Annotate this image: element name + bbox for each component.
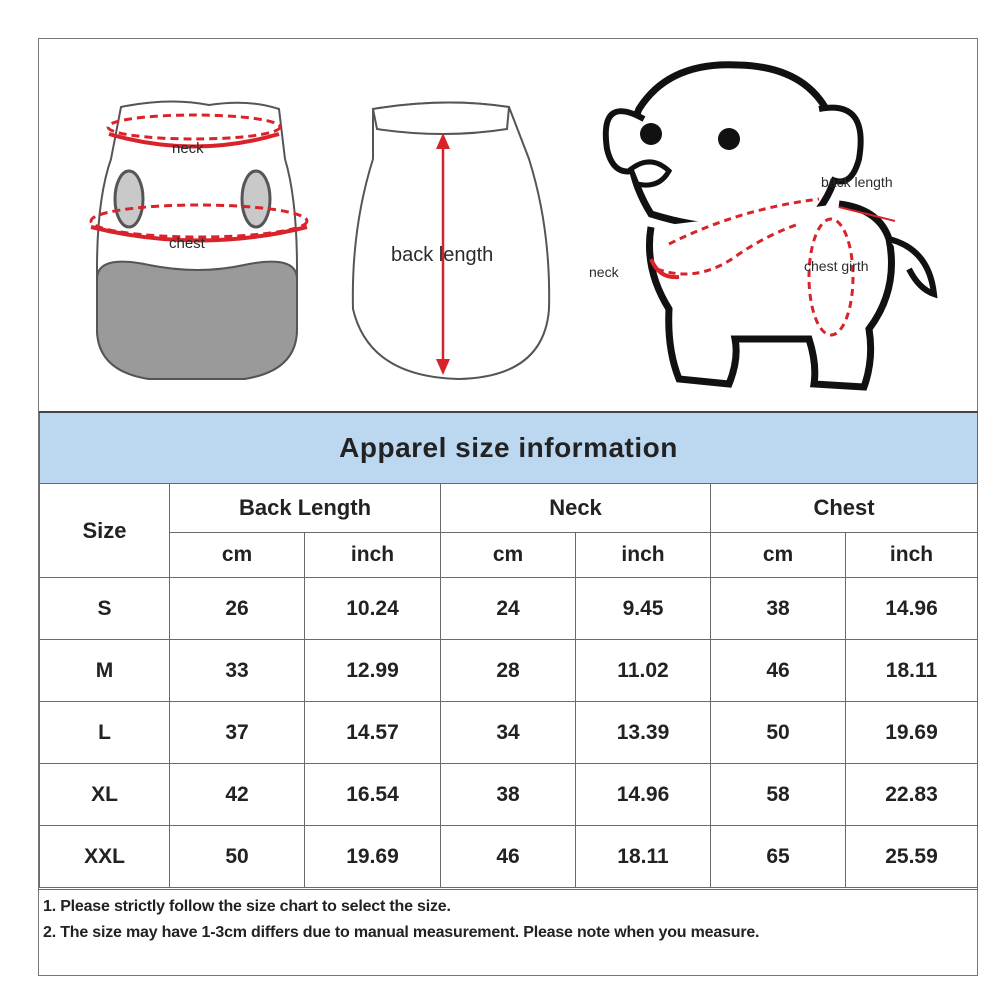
table-cell: 16.54 (305, 764, 441, 826)
measurement-illustrations (39, 39, 977, 411)
unit-header: cm (170, 533, 305, 578)
table-cell: 26 (170, 578, 305, 640)
size-cell: M (40, 640, 170, 702)
group-header-neck: Neck (441, 484, 711, 533)
size-cell: S (40, 578, 170, 640)
vest-front-illustration (91, 101, 307, 379)
table-title: Apparel size information (40, 412, 978, 484)
table-cell: 38 (441, 764, 576, 826)
vest-back-length-label: back length (391, 244, 494, 266)
table-cell: 38 (711, 578, 846, 640)
table-cell: 22.83 (846, 764, 978, 826)
size-header: Size (40, 484, 170, 578)
table-row (40, 702, 978, 764)
vest-neck-label: neck (172, 140, 204, 157)
table-cell: 58 (711, 764, 846, 826)
size-table-wrapper (39, 411, 977, 888)
table-cell: 14.96 (576, 764, 711, 826)
note-1: 1. Please strictly follow the size chart to select the size. (43, 898, 451, 915)
table-cell: 46 (711, 640, 846, 702)
table-row (40, 578, 978, 640)
table-cell: 19.69 (305, 826, 441, 888)
table-cell: 10.24 (305, 578, 441, 640)
table-cell: 24 (441, 578, 576, 640)
size-table (39, 411, 978, 888)
table-row (40, 764, 978, 826)
table-cell: 50 (170, 826, 305, 888)
table-cell: 25.59 (846, 826, 978, 888)
dog-neck-label: neck (589, 264, 619, 280)
unit-header: inch (576, 533, 711, 578)
table-cell: 42 (170, 764, 305, 826)
notes-section (39, 889, 977, 976)
vest-chest-label: chest (169, 235, 205, 252)
table-cell: 19.69 (846, 702, 978, 764)
table-cell: 37 (170, 702, 305, 764)
unit-header: cm (441, 533, 576, 578)
size-chart (38, 38, 978, 976)
size-cell: XL (40, 764, 170, 826)
table-cell: 14.57 (305, 702, 441, 764)
table-cell: 46 (441, 826, 576, 888)
group-header-chest: Chest (711, 484, 978, 533)
unit-header: cm (711, 533, 846, 578)
table-cell: 14.96 (846, 578, 978, 640)
table-cell: 11.02 (576, 640, 711, 702)
table-cell: 50 (711, 702, 846, 764)
unit-header: inch (846, 533, 978, 578)
vest-back-illustration (353, 102, 549, 379)
size-cell: XXL (40, 826, 170, 888)
table-cell: 18.11 (846, 640, 978, 702)
table-row (40, 826, 978, 888)
note-2: 2. The size may have 1-3cm differs due to manual measurement. Please note when you measure. (43, 924, 760, 941)
table-row (40, 640, 978, 702)
table-cell: 33 (170, 640, 305, 702)
size-cell: L (40, 702, 170, 764)
table-cell: 65 (711, 826, 846, 888)
dog-chest-girth-label: chest girth (804, 258, 869, 274)
table-cell: 12.99 (305, 640, 441, 702)
table-cell: 9.45 (576, 578, 711, 640)
unit-header: inch (305, 533, 441, 578)
dog-back-length-label: back length (821, 174, 893, 190)
dog-illustration (589, 65, 934, 387)
table-cell: 13.39 (576, 702, 711, 764)
illustration-canvas (39, 39, 977, 411)
table-cell: 34 (441, 702, 576, 764)
group-header-back-length: Back Length (170, 484, 441, 533)
table-cell: 18.11 (576, 826, 711, 888)
table-cell: 28 (441, 640, 576, 702)
